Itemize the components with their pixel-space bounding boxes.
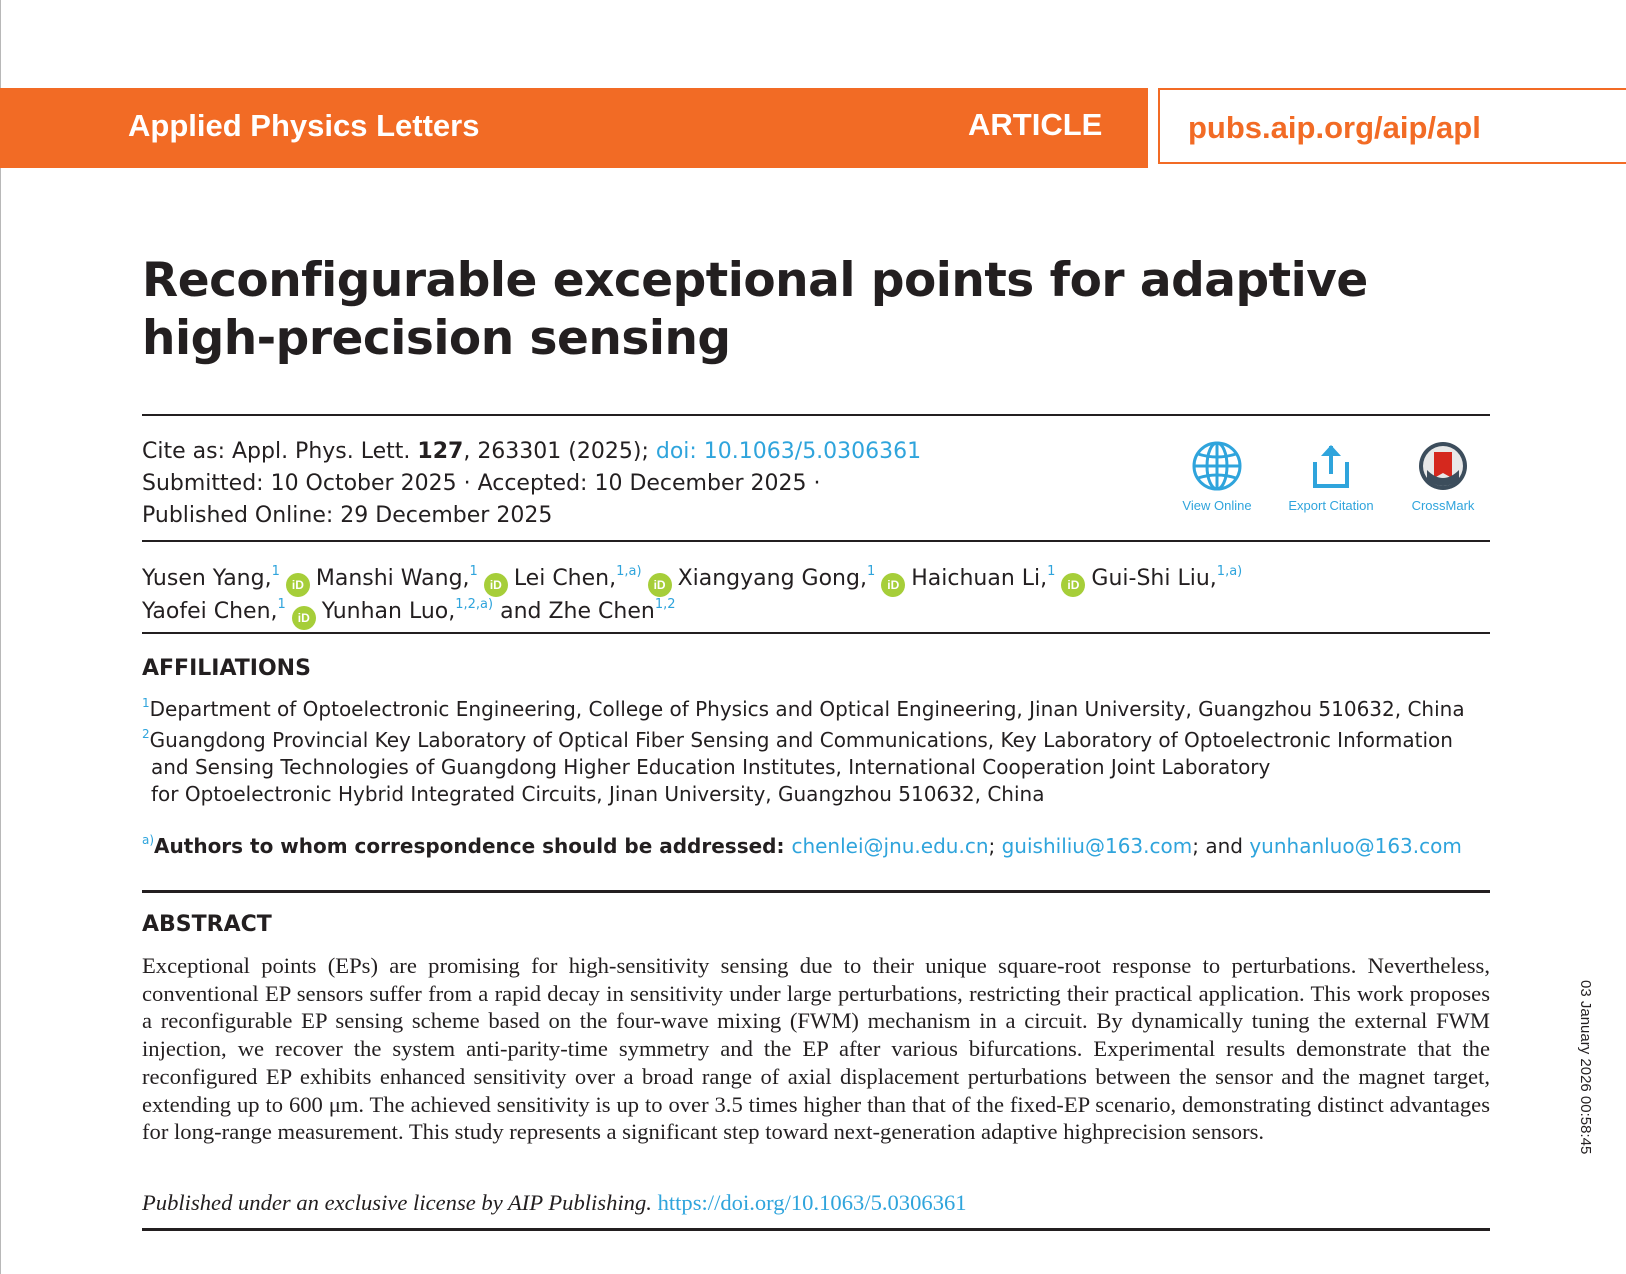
email-sep-1: ; — [988, 834, 1002, 858]
view-online-label: View Online — [1182, 498, 1252, 513]
author-affil-sup: 1,2 — [654, 597, 676, 612]
author-line-1 — [142, 564, 1502, 597]
doi-link[interactable]: doi: 10.1063/5.0306361 — [655, 439, 922, 464]
export-citation-button[interactable] — [1276, 440, 1386, 513]
orcid-icon[interactable]: iD — [484, 573, 508, 597]
dates-line-2: Published Online: 29 December 2025 — [142, 503, 553, 528]
export-citation-label: Export Citation — [1288, 498, 1374, 513]
license-line — [142, 1190, 967, 1216]
author-affil-sup: 1,a) — [616, 564, 642, 579]
crossmark-label: CrossMark — [1411, 498, 1475, 513]
dates-line-1: Submitted: 10 October 2025 · Accepted: 10 December 2025 · — [142, 471, 821, 496]
crossmark-button[interactable] — [1388, 440, 1498, 513]
crossmark-icon — [1417, 440, 1469, 492]
export-icon — [1305, 440, 1357, 492]
email-sep-2: ; and — [1192, 834, 1250, 858]
affiliation-2-sup: 2 — [142, 727, 150, 741]
license-doi-link[interactable]: https://doi.org/10.1063/5.0306361 — [657, 1190, 967, 1215]
correspondence-line — [142, 834, 1462, 858]
affiliation-2-text-2: and Sensing Technologies of Guangdong Higher Education Institutes, International Cooperation Joint Laboratory — [151, 755, 1271, 779]
citation-line — [142, 436, 921, 468]
author-affil-sup: 1,2,a) — [455, 597, 494, 612]
author-affil-sup: 1 — [271, 564, 280, 579]
affiliation-1-text: Department of Optoelectronic Engineering, College of Physics and Optical Engineering, Jinan University, Guangzhou 510632, China — [149, 697, 1465, 721]
affiliation-2-text-3: for Optoelectronic Hybrid Integrated Circuits, Jinan University, Guangzhou 510632, China — [151, 782, 1045, 806]
author-line-2 — [142, 597, 1502, 630]
view-online-button[interactable] — [1162, 440, 1272, 513]
author-name[interactable]: Gui-Shi Liu, — [1091, 566, 1217, 591]
author-affil-sup: 1 — [277, 597, 286, 612]
rule-top — [142, 414, 1490, 416]
orcid-icon[interactable]: iD — [286, 573, 310, 597]
email-link-1[interactable]: chenlei@jnu.edu.cn — [791, 834, 989, 858]
rule-citation — [142, 540, 1490, 542]
rule-authors — [142, 632, 1490, 634]
orcid-icon[interactable]: iD — [881, 573, 905, 597]
cite-prefix: Cite as: Appl. Phys. Lett. — [142, 439, 418, 464]
abstract-text: Exceptional points (EPs) are promising for high-sensitivity sensing due to their unique square-root response to perturbations. Nevertheless, conventional EP sensors suffer from a rapid decay in sensitivity under large perturbations, restricting their practical application. This work proposes a reconfigurable EP sensing scheme based on the four-wave mixing (FWM) mechanism in a circuit. By dynamically tuning the external FWM injection, we recover the system anti-parity-time symmetry and the EP after various bifurcations. Experimental results demonstrate that the reconfigured EP exhibits enhanced sensitivity over a broad range of axial displacement perturbations between the sensor and the magnet target, extending up to 600 μm. The achieved sensitivity is up to over 3.5 times higher than that of the fixed-EP scenario, demonstrating distinct advantages for long-range measurement. This study represents a significant step toward next-generation adaptive highprecision sensors. — [142, 953, 1490, 1145]
author-name[interactable]: Yusen Yang, — [142, 566, 272, 591]
email-link-3[interactable]: yunhanluo@163.com — [1249, 834, 1462, 858]
journal-name[interactable]: Applied Physics Letters — [128, 108, 480, 143]
article-type-label: ARTICLE — [968, 107, 1103, 142]
affiliation-1 — [142, 696, 1502, 723]
license-text: Published under an exclusive license by AIP Publishing. — [142, 1190, 652, 1215]
orcid-icon[interactable]: iD — [292, 606, 316, 630]
author-list — [142, 564, 1502, 630]
affiliation-2-text-1: Guangdong Provincial Key Laboratory of Optical Fiber Sensing and Communications, Key Laboratory of Optoelectronic Information — [149, 728, 1453, 752]
author-name[interactable]: Lei Chen, — [513, 566, 617, 591]
orcid-icon[interactable]: iD — [648, 573, 672, 597]
author-name[interactable]: Yaofei Chen, — [142, 599, 278, 624]
author-affil-sup: 1,a) — [1216, 564, 1243, 579]
paper-title-line-2: high-precision sensing — [142, 311, 731, 366]
journal-url-link[interactable]: pubs.aip.org/aip/apl — [1188, 110, 1481, 145]
correspondence-label: Authors to whom correspondence should be addressed: — [154, 834, 792, 858]
cite-volume: 127 — [417, 439, 464, 464]
author-name[interactable]: Xiangyang Gong, — [677, 566, 867, 591]
author-name[interactable]: and Zhe Chen — [500, 599, 655, 624]
author-affil-sup: 1 — [1047, 564, 1056, 579]
correspondence-sup: a) — [142, 833, 155, 847]
cite-rest: , 263301 (2025); — [463, 439, 656, 464]
rule-bottom — [142, 1228, 1490, 1231]
author-name[interactable]: Yunhan Luo, — [321, 599, 456, 624]
email-link-2[interactable]: guishiliu@163.com — [1001, 834, 1193, 858]
author-affil-sup: 1 — [469, 564, 478, 579]
affiliation-1-sup: 1 — [142, 696, 150, 710]
author-affil-sup: 1 — [866, 564, 876, 579]
download-timestamp: 03 January 2026 00:58:45 — [1577, 980, 1594, 1155]
abstract-heading: ABSTRACT — [142, 912, 272, 937]
paper-title — [142, 252, 1562, 368]
paper-title-line-1: Reconfigurable exceptional points for adaptive — [142, 253, 1368, 308]
page-left-edge — [0, 0, 1, 1274]
orcid-icon[interactable]: iD — [1061, 573, 1085, 597]
globe-icon — [1191, 440, 1243, 492]
author-name[interactable]: Manshi Wang, — [315, 566, 470, 591]
rule-affiliations — [142, 890, 1490, 893]
affiliations-heading: AFFILIATIONS — [142, 656, 311, 681]
author-name[interactable]: Haichuan Li, — [911, 566, 1048, 591]
affiliation-2 — [142, 727, 1502, 808]
citation-block — [142, 436, 921, 532]
